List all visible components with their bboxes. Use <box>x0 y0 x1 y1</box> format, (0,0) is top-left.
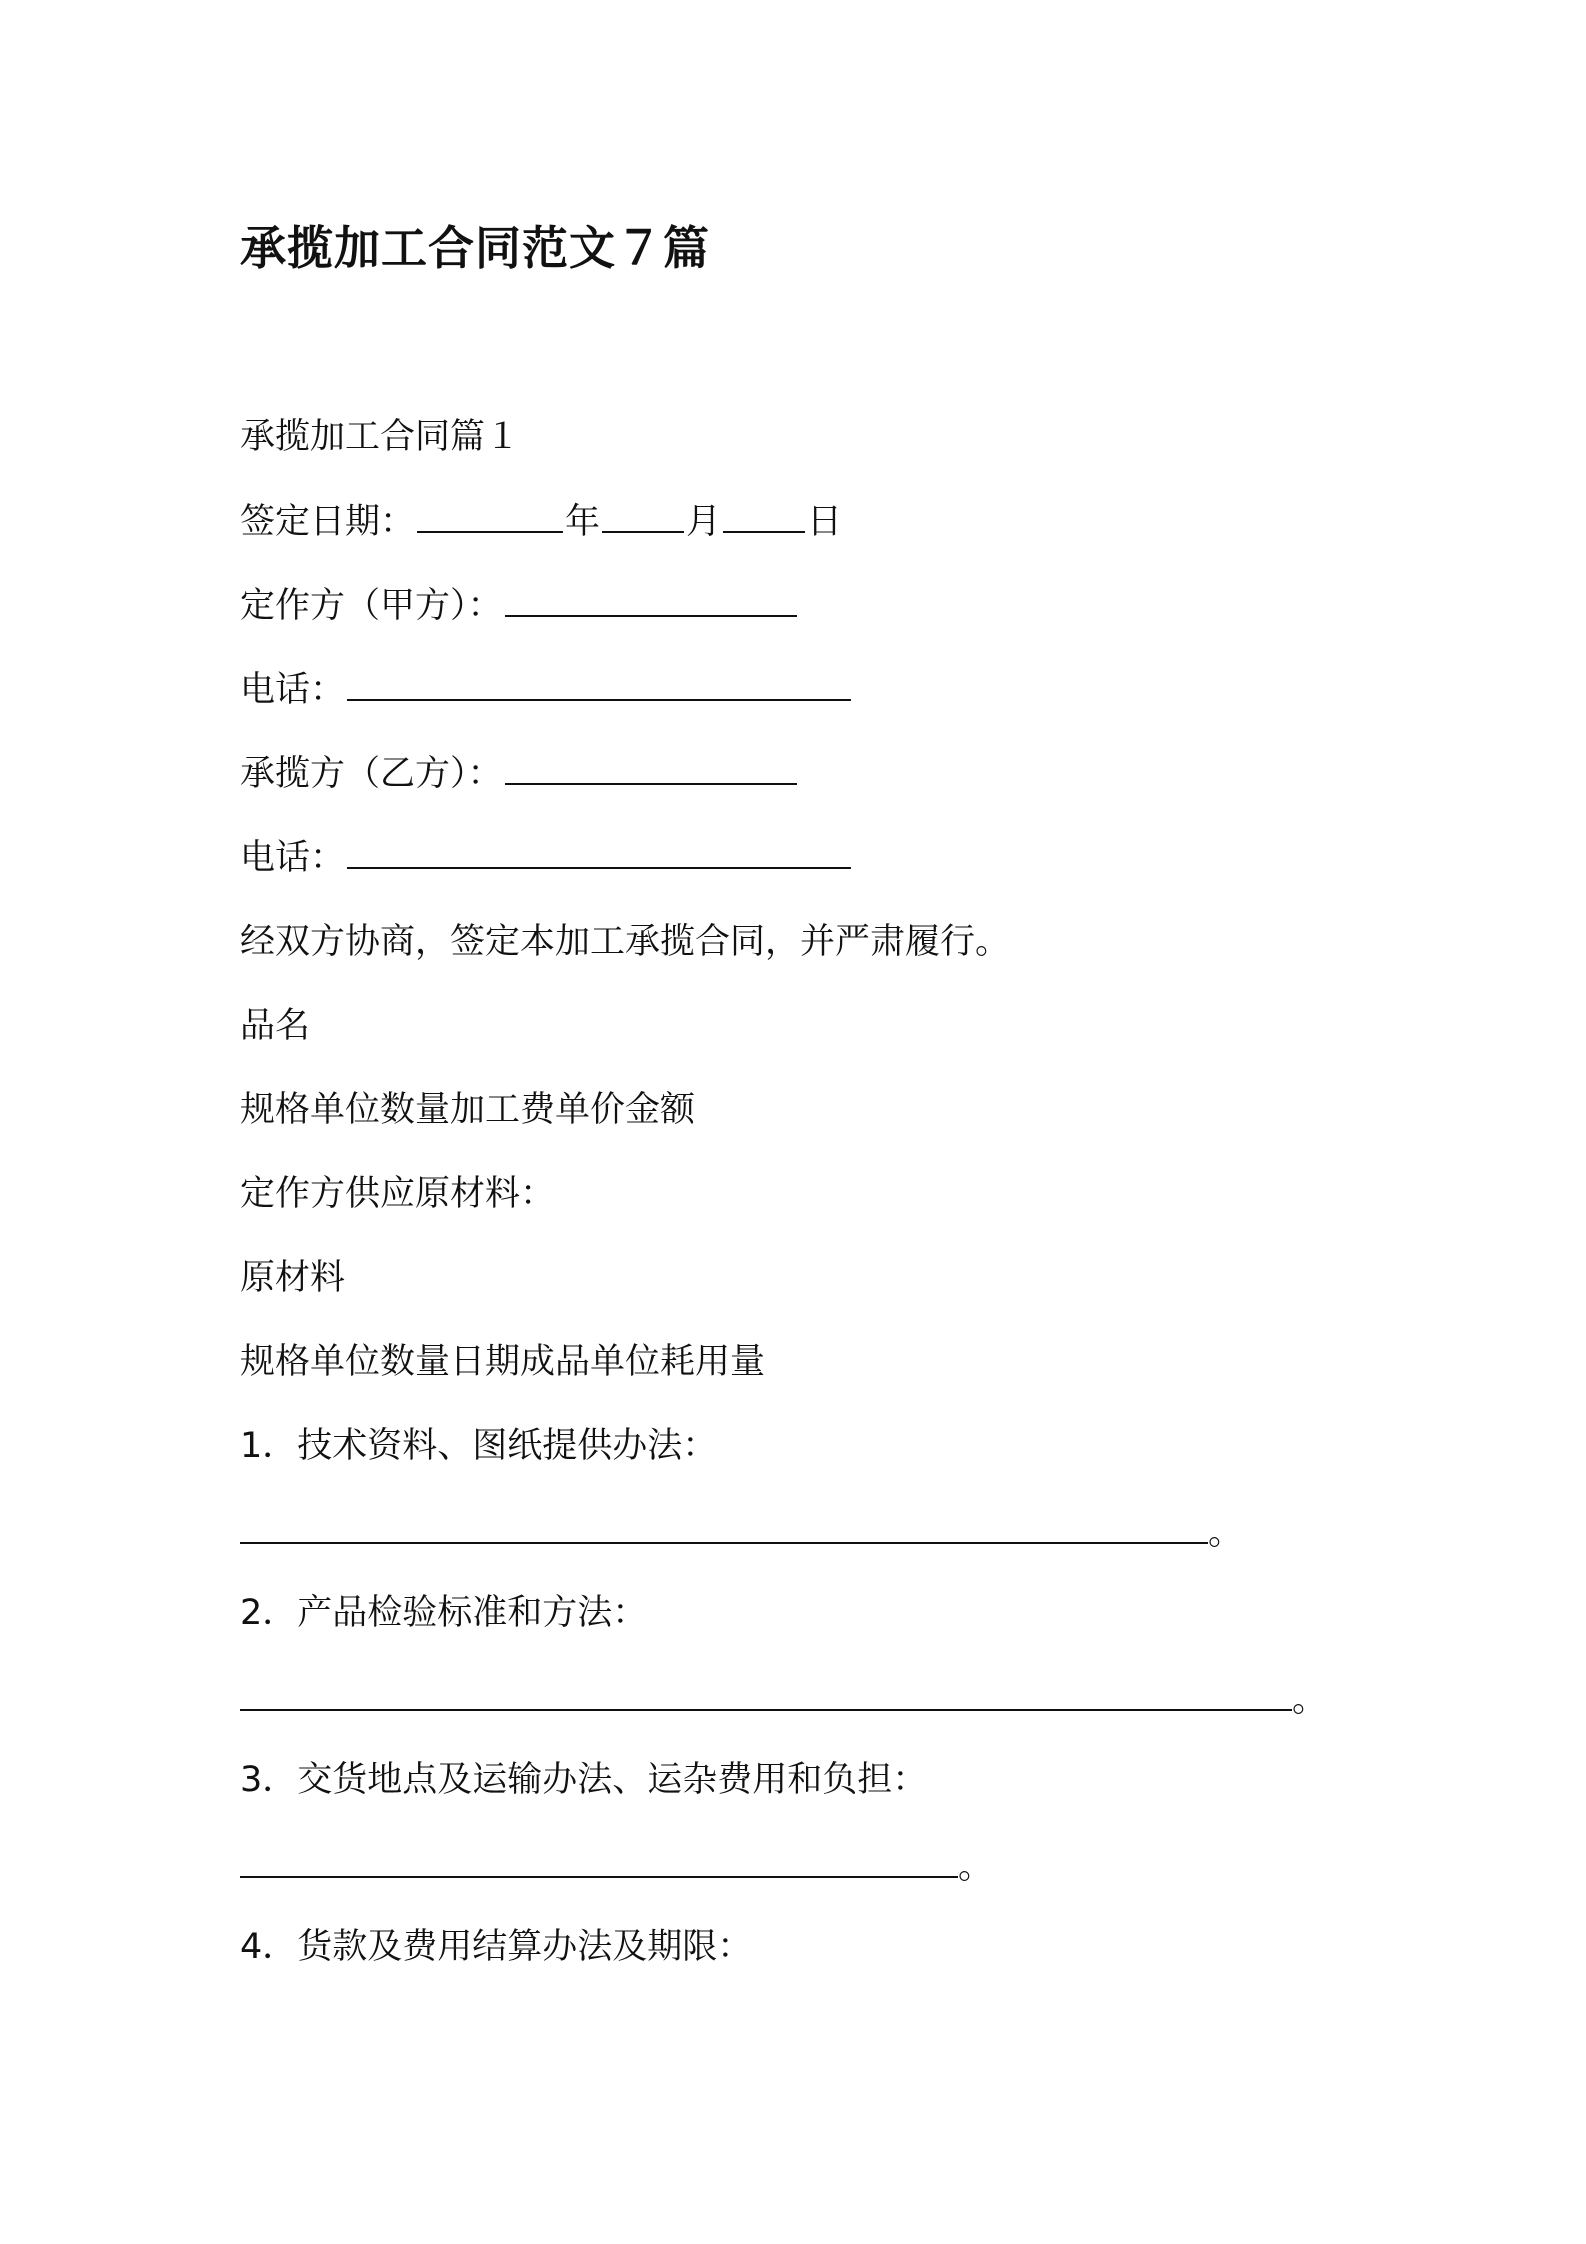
material-supply: 定作方供应原材料： <box>240 1174 556 1214</box>
party-a-blank <box>505 581 797 617</box>
clause-2: 2．产品检验标准和方法： <box>240 1593 648 1633</box>
party-a-label: 定作方（甲方）： <box>240 586 503 626</box>
phone-b-blank <box>347 833 851 869</box>
material-columns: 规格单位数量日期成品单位耗用量 <box>240 1342 766 1382</box>
party-a-line <box>240 581 799 631</box>
day-blank <box>723 497 805 533</box>
clause-3-blank <box>240 1836 958 1878</box>
material-name: 原材料 <box>240 1258 346 1298</box>
phone-b-label: 电话： <box>240 838 346 878</box>
clause-2-blank <box>240 1669 1292 1711</box>
document-title: 承揽加工合同范文７篇 <box>240 221 710 275</box>
clause-1-end: 。 <box>1208 1513 1244 1553</box>
month-blank <box>602 497 684 533</box>
month-label: 月 <box>686 502 722 542</box>
party-b-blank <box>505 749 797 785</box>
day-label: 日 <box>807 502 843 542</box>
year-label: 年 <box>565 502 601 542</box>
sign-date-line <box>240 497 842 547</box>
clause-3-fill-line <box>240 1836 993 1892</box>
clause-3: 3．交货地点及运输办法、运杂费用和负担： <box>240 1760 928 1800</box>
product-columns: 规格单位数量加工费单价金额 <box>240 1090 696 1130</box>
party-b-label: 承揽方（乙方）： <box>240 754 503 794</box>
clause-1-fill-line <box>240 1502 1243 1558</box>
clause-3-end: 。 <box>958 1847 994 1887</box>
intro-text: 经双方协商，签定本加工承揽合同，并严肃履行。 <box>240 922 1011 962</box>
clause-2-fill-line <box>240 1669 1327 1725</box>
phone-a-line <box>240 665 853 715</box>
clause-2-end: 。 <box>1292 1680 1328 1720</box>
clause-4: 4．货款及费用结算办法及期限： <box>240 1927 753 1967</box>
clause-1-blank <box>240 1502 1208 1544</box>
sign-date-label: 签定日期： <box>240 502 416 542</box>
party-b-line <box>240 749 799 799</box>
section-heading: 承揽加工合同篇１ <box>240 417 521 457</box>
clause-1: 1．技术资料、图纸提供办法： <box>240 1426 718 1466</box>
phone-a-blank <box>347 665 851 701</box>
year-blank <box>417 497 563 533</box>
product-name: 品名 <box>240 1006 311 1046</box>
phone-b-line <box>240 833 853 883</box>
phone-a-label: 电话： <box>240 670 346 710</box>
